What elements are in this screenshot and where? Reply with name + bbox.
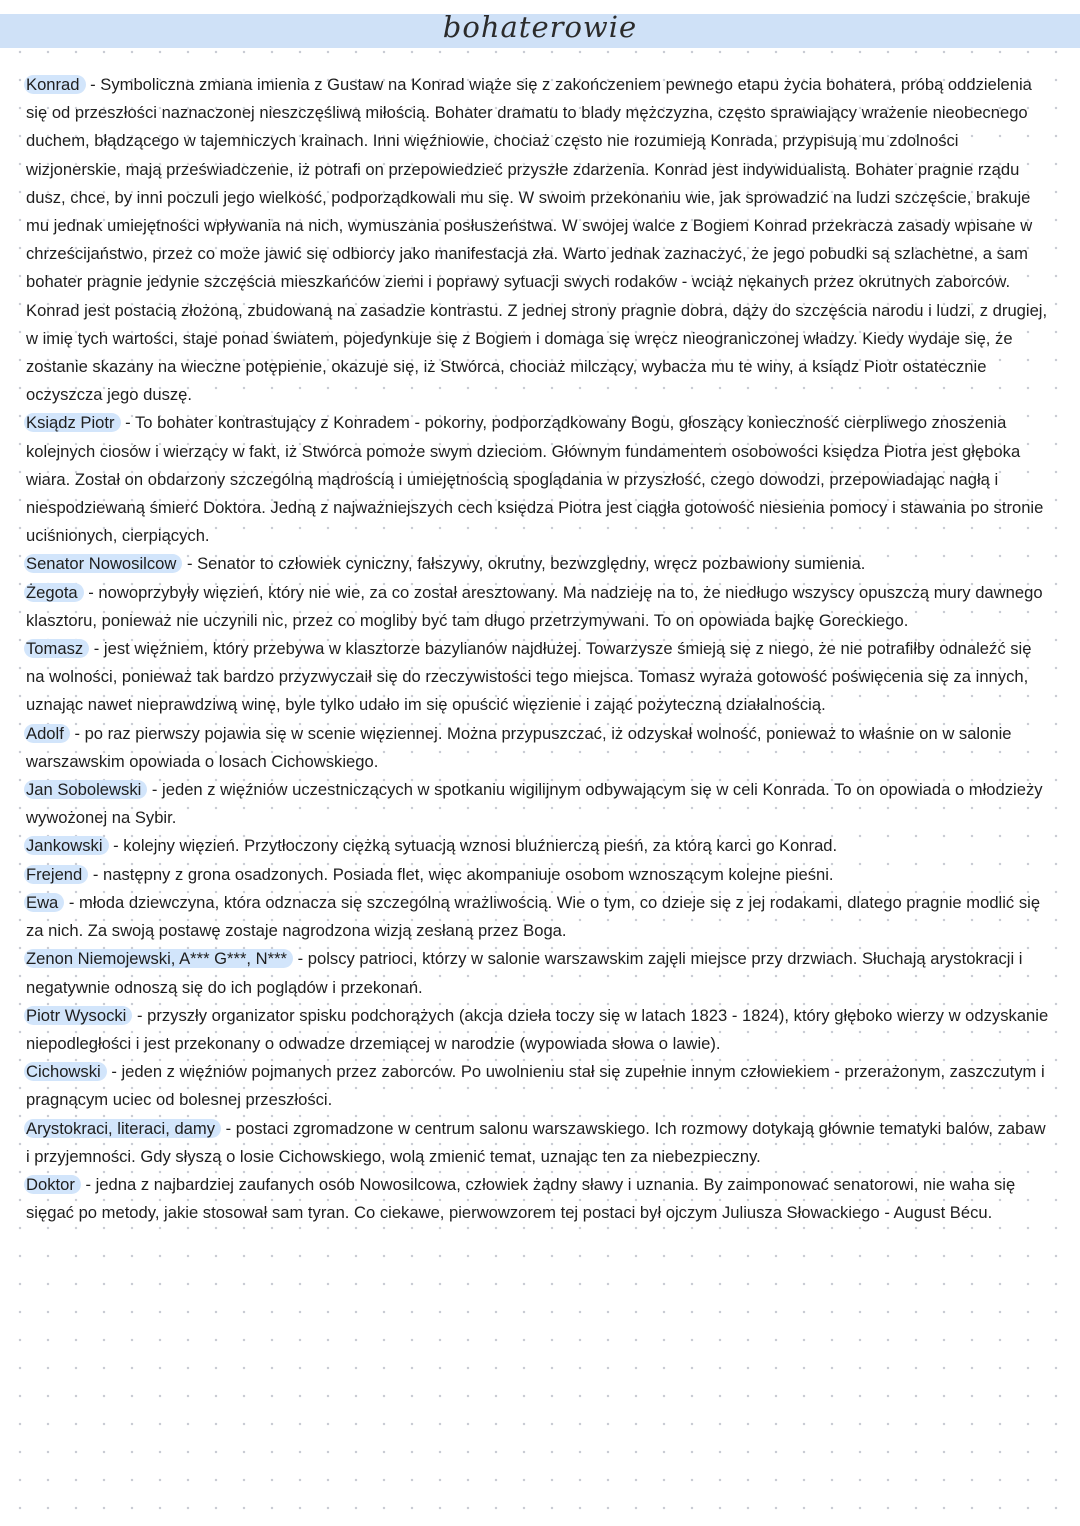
character-name: Cichowski (24, 1062, 107, 1081)
character-name: Jankowski (24, 836, 109, 855)
entry-zegota (26, 579, 1050, 635)
character-name: Piotr Wysocki (24, 1006, 132, 1025)
character-description: - następny z grona osadzonych. Posiada flet, więc akompaniuje osobom wznoszącym kolejne pieśni. (88, 864, 834, 884)
character-name: Arystokraci, literaci, damy (24, 1119, 221, 1138)
character-name: Ksiądz Piotr (24, 413, 121, 432)
entry-ewa (26, 889, 1050, 945)
character-description: - kolejny więzień. Przytłoczony ciężką sytuacją wznosi bluźnierczą pieśń, za którą karci go Konrad. (108, 836, 838, 856)
entry-doktor (26, 1171, 1050, 1227)
character-description: - nowoprzybyły więzień, który nie wie, za co został aresztowany. Ma nadzieję na to, że niedługo wszyscy opuszczą mury dawnego klasztoru, ponieważ nie uczynili nic, przez co mogliby być tam długo przetrzymywani. To on opowiada bajkę Goreckiego. (26, 582, 1043, 630)
character-description: - jeden z więźniów pojmanych przez zaborców. Po uwolnieniu stał się zupełnie innym człowiekiem - przerażonym, zaszczutym i pragnącym uciec od bolesnej przeszłości. (26, 1062, 1045, 1110)
entry-frejend (26, 861, 1050, 889)
entry-tomasz (26, 635, 1050, 720)
character-name: Ewa (24, 893, 64, 912)
entry-ksiadz-piotr (26, 409, 1050, 550)
character-description: - przyszły organizator spisku podchorążych (akcja dzieła toczy się w latach 1823 - 1824), który głęboko wierzy w odzyskanie niepodległości i jest przekonany o odwadze drzemiącej w narodzie (wypowiada słowa o lawie). (26, 1005, 1049, 1053)
character-name: Senator Nowosilcow (24, 554, 182, 573)
entry-jan-sobolewski (26, 776, 1050, 832)
page-title: bohaterowie (442, 10, 638, 44)
character-name: Żegota (24, 583, 84, 602)
entry-konrad (26, 71, 1050, 409)
entry-arystokraci (26, 1115, 1050, 1171)
entry-cichowski (26, 1058, 1050, 1114)
character-name: Frejend (24, 865, 88, 884)
character-name: Zenon Niemojewski, A*** G***, N*** (24, 949, 293, 968)
characters-list (26, 71, 1050, 1227)
character-name: Jan Sobolewski (24, 780, 147, 799)
entry-piotr-wysocki (26, 1002, 1050, 1058)
character-description: - To bohater kontrastujący z Konradem - pokorny, podporządkowany Bogu, głoszący konieczność cierpliwego znoszenia kolejnych ciosów i wierzący w fakt, iż Stwórca pomoże swym dzieciom. Głównym fundamentem osobowości księdza Piotra jest głęboka wiara. Został on obdarzony szczególną mądrością i umiejętnością spoglądania w przyszłość, czego dowodzi, przepowiadając nagłą i niespodziewaną śmierć Doktora. Jedną z najważniejszych cech księdza Piotra jest ciągła gotowość niesienia pomocy i stawania po stronie uciśnionych, cierpiących. (26, 413, 1044, 546)
character-description: - polscy patrioci, którzy w salonie warszawskim zajęli miejsce przy drzwiach. Słuchają arystokracji i negatywnie odnoszą się do ich poglądów i przekonań. (26, 949, 1023, 997)
entry-adolf (26, 720, 1050, 776)
character-description: - postaci zgromadzone w centrum salonu warszawskiego. Ich rozmowy dotykają głównie tematyki balów, zabaw i przyjemności. Gdy słyszą o losie Cichowskiego, wolą zmienić temat, uznając ten za niebezpieczny. (26, 1118, 1046, 1166)
character-description: - Senator to człowiek cyniczny, fałszywy, okrutny, bezwzględny, wręcz pozbawiony sumienia. (182, 554, 866, 574)
character-description: - młoda dziewczyna, która odznacza się szczególną wrażliwością. Wie o tym, co dzieje się z jej rodakami, dlatego pragnie modlić się za nich. Za swoją postawę zostaje nagrodzona wizją zesłaną przez Boga. (26, 892, 1041, 941)
character-description: - jeden z więźniów uczestniczących w spotkaniu wigilijnym odbywającym się w celi Konrada. To on opowiada o młodzieży wywożonej na Sybir. (26, 780, 1043, 828)
entry-jankowski (26, 832, 1050, 860)
character-description: - Symboliczna zmiana imienia z Gustaw na Konrad wiąże się z zakończeniem pewnego etapu życia bohatera, próbą oddzielenia się od przeszłości naznaczonej nieszczęśliwą miłością. Bohater dramatu to blady mężczyzna, często sprawiający wrażenie nieobecnego duchem, błądzącego w tajemniczych krainach. Inni więźniowie, chociaż często nie rozumieją Konrada, przypisują mu zdolności wizjonerskie, mają przeświadczenie, iż potrafi on przepowiedzieć przyszłe zdarzenia. Konrad jest indywidualistą. Bohater pragnie rządu dusz, chce, by inni poczuli jego wielkość, podporządkowali mu się. W swoim przekonaniu wie, jak sprowadzić na ludzi szczęście, brakuje mu jednak umiejętności wpływania na nich, wymuszania posłuszeństwa. W swojej walce z Bogiem Konrad przekracza zasady wpisane w chrześcijaństwo, przez co może jawić się odbiorcy jako manifestacja zła. Warto jednak zaznaczyć, że jego pobudki są szlachetne, a sam bohater pragnie jedynie szczęścia mieszkańców ziemi i poprawy sytuacji swych rodaków - wciąż nękanych przez okrutnych zaborców. Konrad jest postacią złożoną, zbudowaną na zasadzie kontrastu. Z jednej strony pragnie dobra, dąży do szczęścia narodu i ludzi, z drugiej, w imię tych wartości, staje ponad światem, pojedynkuje się z Bogiem i domaga się wręcz nieograniczonej władzy. Kiedy wydaje się, że zostanie skazany na wieczne potępienie, okazuje się, iż Stwórca, chociaż milczący, wybacza mu te winy, a ksiądz Piotr ostatecznie oczyszcza jego duszę. (26, 75, 1048, 405)
entry-zenon-niemojewski (26, 945, 1050, 1001)
character-description: - jest więźniem, który przebywa w klasztorze bazylianów najdłużej. Towarzysze śmieją się z niego, że nie potrafiłby odnaleźć się na wolności, ponieważ tak bardzo przyzwyczaił się do rzeczywistości tego miejsca. Tomasz wyraża gotowość poświęcenia się za innych, uznając nawet nieprawdziwą winę, byle tylko udało im się opuścić więzienie i zająć pożyteczną działalnością. (26, 639, 1032, 715)
character-name: Doktor (24, 1175, 81, 1194)
character-description: - po raz pierwszy pojawia się w scenie więziennej. Można przypuszczać, iż odzyskał wolność, ponieważ to właśnie on w salonie warszawskim opowiada o losach Cichowskiego. (26, 723, 1012, 771)
character-name: Adolf (24, 724, 70, 743)
character-name: Konrad (24, 75, 86, 94)
character-description: - jedna z najbardziej zaufanych osób Nowosilcowa, człowiek żądny sławy i uznania. By zaimponować senatorowi, nie waha się sięgać po metody, jakie stosował sam tyran. Co ciekawe, pierwowzorem tej postaci był ojczym Juliusza Słowackiego - August Bécu. (26, 1174, 1016, 1223)
entry-senator-nowosilcow (26, 550, 1050, 578)
character-name: Tomasz (24, 639, 89, 658)
